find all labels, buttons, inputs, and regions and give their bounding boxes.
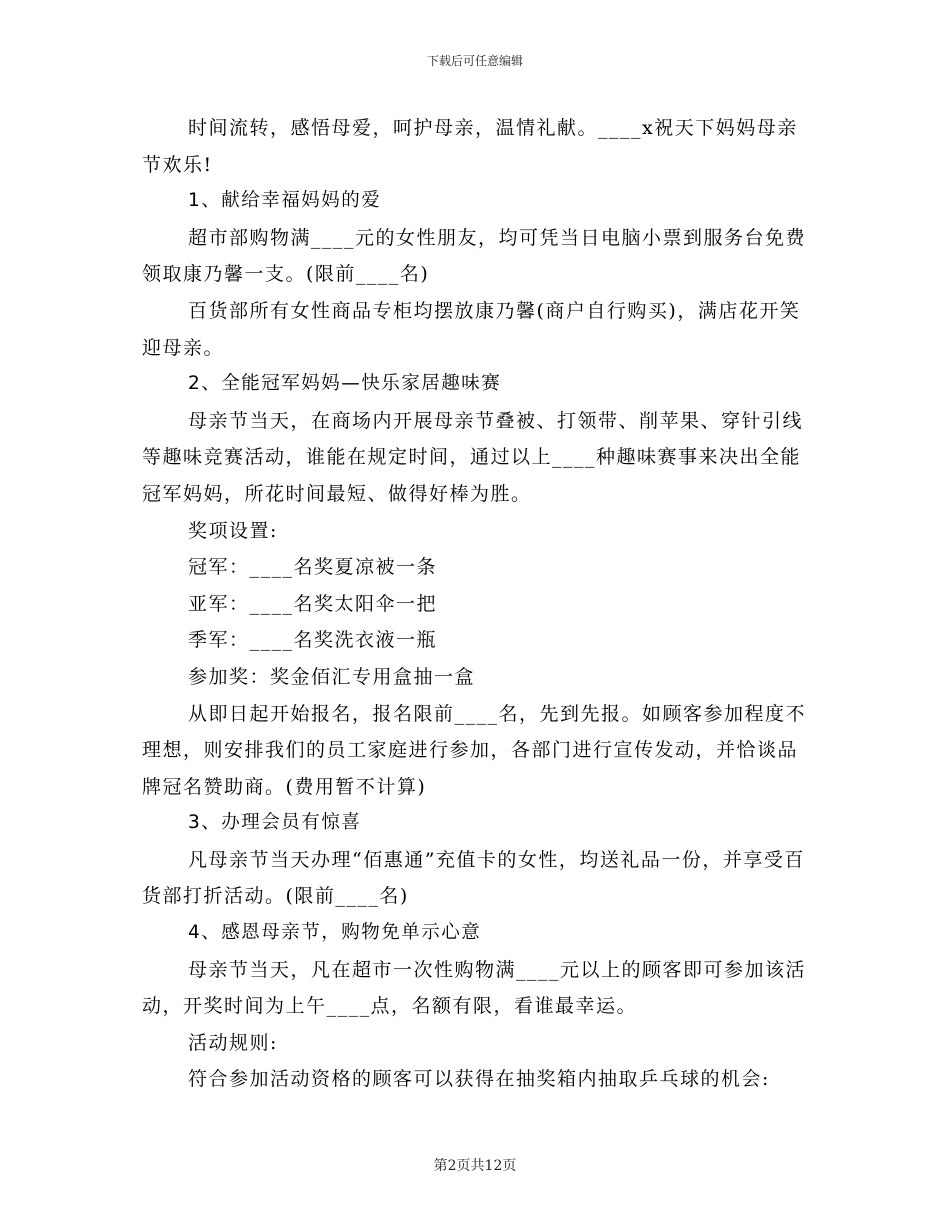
award-item: 亚军：____名奖太阳伞一把 [188,592,438,615]
body-paragraph: 符合参加活动资格的顾客可以获得在抽奖箱内抽取乒乓球的机会: [188,1068,770,1091]
section-heading-3: 3、办理会员有惊喜 [188,812,362,834]
page-header: 下载后可任意编辑 [426,54,523,68]
award-item: 季军：____名奖洗衣液一瓶 [188,629,438,652]
intro-paragraph: 时间流转，感悟母爱，呵护母亲，温情礼献。____x祝天下妈妈母亲节欢乐! [142,117,798,176]
body-paragraph: 母亲节当天，在商场内开展母亲节叠被、打领带、削苹果、穿针引线等趣味竞赛活动，谁能在规定时间，通过以上____种趣味赛事来决出全能冠军妈妈，所花时间最短、做得好棒为胜。 [142,409,804,505]
page-footer: 第2页共12页 [433,1158,517,1174]
rules-label: 活动规则: [188,1031,278,1054]
section-heading-1: 1、献给幸福妈妈的爱 [188,190,382,212]
body-paragraph: 从即日起开始报名，报名限前____名，先到先报。如顾客参加程度不理想，则安排我们的员工家庭进行参加，各部门进行宣传发动，并恰谈品牌冠名赞助商。(费用暂不计算) [142,702,807,798]
awards-label: 奖项设置: [188,519,278,542]
body-paragraph: 凡母亲节当天办理“佰惠通”充值卡的女性，均送礼品一份，并享受百货部打折活动。(限前____名) [142,848,805,908]
body-paragraph: 超市部购物满____元的女性朋友，均可凭当日电脑小票到服务台免费领取康乃馨一支。(限前____名) [142,226,807,286]
award-item: 参加奖：奖金佰汇专用盒抽一盒 [188,665,476,688]
document-body [142,110,812,1098]
section-heading-4: 4、感恩母亲节，购物免单示心意 [188,922,482,944]
body-paragraph: 母亲节当天，凡在超市一次性购物满____元以上的顾客即可参加该活动，开奖时间为上午____点，名额有限，看谁最幸运。 [142,958,807,1018]
award-item: 冠军：____名奖夏凉被一条 [188,556,438,579]
body-paragraph: 百货部所有女性商品专柜均摆放康乃馨(商户自行购买)，满店花开笑迎母亲。 [142,299,801,359]
section-heading-2: 2、全能冠军妈妈—快乐家居趣味赛 [188,373,502,395]
